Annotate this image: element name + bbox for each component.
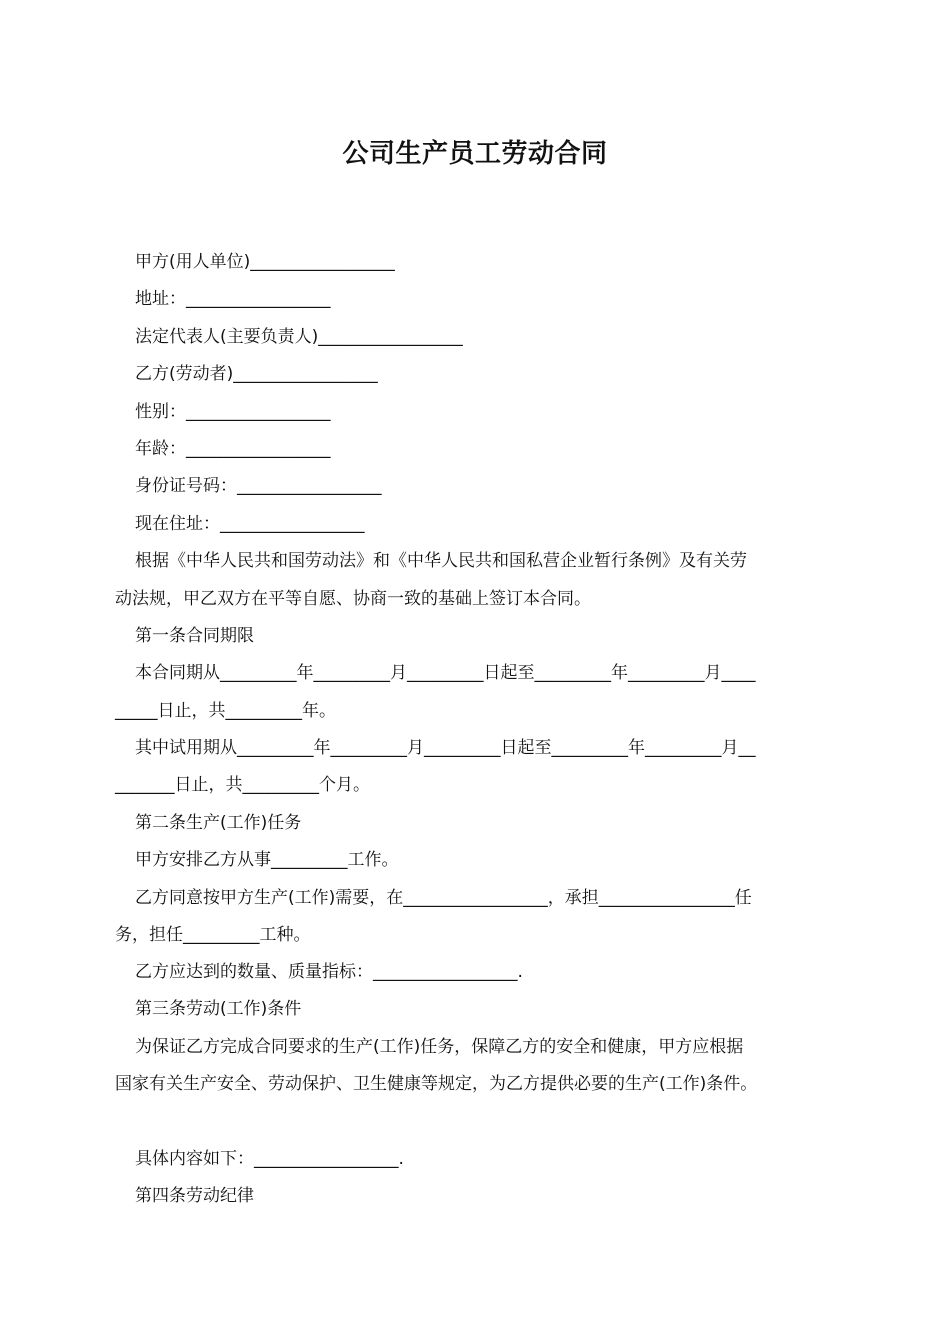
preamble-line-1: 根据《中华人民共和国劳动法》和《中华人民共和国私营企业暂行条例》及有关劳: [135, 551, 747, 571]
specific-content-line: 具体内容如下：_________________.: [135, 1149, 404, 1169]
address-line: 地址：_________________: [135, 289, 331, 309]
task-assignment-line: 甲方安排乙方从事_________工作。: [135, 850, 399, 870]
id-number-line: 身份证号码：_________________: [135, 476, 382, 496]
age-line: 年龄：_________________: [135, 439, 331, 459]
legal-representative-line: 法定代表人(主要负责人)_________________: [135, 327, 463, 347]
probation-line-1: 其中试用期从_________年_________月_________日起至_________年_________月__: [135, 738, 756, 758]
preamble-line-2: 动法规，甲乙双方在平等自愿、协商一致的基础上签订本合同。: [115, 589, 591, 609]
quality-target-line: 乙方应达到的数量、质量指标：_________________.: [135, 962, 523, 982]
conditions-line-1: 为保证乙方完成合同要求的生产(工作)任务，保障乙方的安全和健康，甲方应根据: [135, 1037, 744, 1057]
article-2-heading: 第二条生产(工作)任务: [135, 813, 302, 833]
document-title: 公司生产员工劳动合同: [342, 139, 608, 169]
party-b-line: 乙方(劳动者)_________________: [135, 364, 378, 384]
current-address-line: 现在住址：_________________: [135, 514, 365, 534]
contract-term-line-2: _____日止，共_________年。: [115, 701, 336, 721]
article-4-heading: 第四条劳动纪律: [135, 1186, 254, 1206]
article-3-heading: 第三条劳动(工作)条件: [135, 999, 302, 1019]
task-agreement-line-2: 务，担任_________工种。: [115, 925, 311, 945]
contract-term-line-1: 本合同期从_________年_________月_________日起至_________年_________月____: [135, 663, 756, 683]
gender-line: 性别：_________________: [135, 402, 331, 422]
probation-line-2: _______日止，共_________个月。: [115, 775, 370, 795]
article-1-heading: 第一条合同期限: [135, 626, 254, 646]
conditions-line-2: 国家有关生产安全、劳动保护、卫生健康等规定，为乙方提供必要的生产(工作)条件。: [115, 1074, 758, 1094]
task-agreement-line-1: 乙方同意按甲方生产(工作)需要，在_________________，承担________________任: [135, 888, 752, 908]
party-a-line: 甲方(用人单位)_________________: [135, 252, 395, 272]
